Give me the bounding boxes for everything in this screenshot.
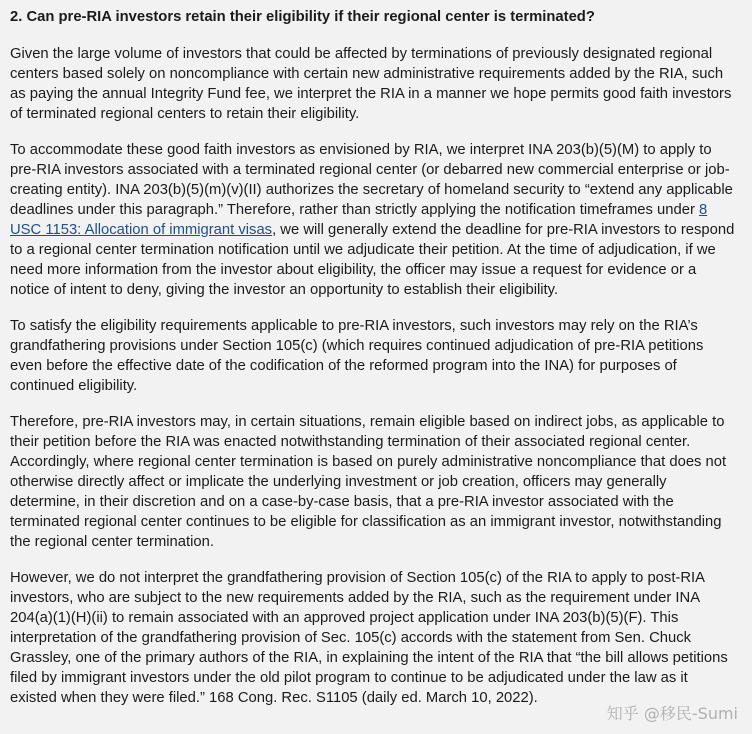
paragraph-2	[10, 140, 738, 300]
paragraph-3: To satisfy the eligibility requirements applicable to pre-RIA investors, such investors may rely on the RIA’s grandfathering provisions under Section 105(c) (which requires continued adjudication of pre-RIA petitions even before the effective date of the codification of the reformed program into the INA) for purposes of continued eligibility.	[10, 318, 704, 394]
paragraph-4: Therefore, pre-RIA investors may, in certain situations, remain eligible based on indirect jobs, as applicable to their petition before the RIA was enacted notwithstanding termination of their associated regional center. Accordingly, where regional center termination is based on purely administrative noncompliance that does not otherwise directly affect or implicate the underlying investment or job creation, officers may generally determine, in their discretion and on a case-by-case basis, that a pre-RIA investor associated with the terminated regional center continues to be eligible for classification as an immigrant investor, notwithstanding the regional center termination.	[10, 414, 727, 550]
paragraph-5: However, we do not interpret the grandfathering provision of Section 105(c) of the RIA to apply to post-RIA investors, who are subject to the new requirements added by the RIA, such as the requirement under INA 204(a)(1)(H)(ii) to remain associated with an approved project application under INA 203(b)(5)(F). This interpretation of the grandfathering provision of Sec. 105(c) accords with the statement from Sen. Chuck Grassley, one of the primary authors of the RIA, in explaining the intent of the RIA that “the bill allows petitions filed by immigrant investors under the old pilot program to continue to be adjudicated under the law as it existed when they were filed.” 168 Cong. Rec. S1105 (daily ed. March 10, 2022).	[10, 570, 728, 706]
paragraph-1: Given the large volume of investors that could be affected by terminations of previously designated regional centers based solely on noncompliance with certain new administrative requirements added by the RIA, such as paying the annual Integrity Fund fee, we interpret the RIA in a manner we hope permits good faith investors of terminated regional centers to retain their eligibility.	[10, 46, 732, 122]
paragraph-2-text-a: To accommodate these good faith investors as envisioned by RIA, we interpret INA 203(b)(5)(M) to apply to pre-RIA investors associated with a terminated regional center (or debarred new commercial enterprise or job-creating entity). INA 203(b)(5)(m)(v)(II) authorizes the secretary of homeland security to “extend any applicable deadlines under this paragraph.” Therefore, rather than strictly applying the notification timeframes under	[10, 142, 733, 218]
usc-1153-link[interactable]: 8 USC 1153: Allocation of immigrant visas	[10, 202, 708, 238]
question-heading: 2. Can pre-RIA investors retain their eligibility if their regional center is terminated?	[10, 9, 595, 25]
paragraph-2-text-b: , we will generally extend the deadline for pre-RIA investors to respond to a regional center termination notification until we adjudicate their petition. At the time of adjudication, if we need more information from the investor about eligibility, the officer may issue a request for evidence or a notice of intent to deny, giving the investor an opportunity to establish their eligibility.	[10, 222, 735, 298]
watermark: 知乎 @移民-Sumi	[606, 704, 738, 723]
